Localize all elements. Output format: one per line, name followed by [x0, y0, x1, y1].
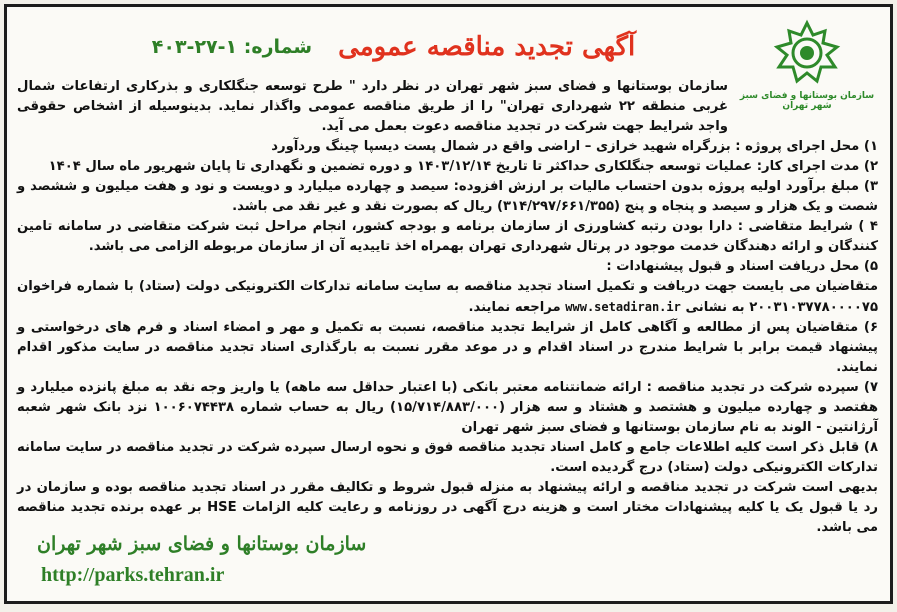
logo-caption: سازمان بوستانها و فضای سبز شهر تهران	[739, 91, 875, 111]
item-text: دارا بودن رتبه کشاورزی از سازمان برنامه و بودجه کشور، انجام مراحل ثبت شرکت متقاضی در سامانه تامین کنندگان و ارائه دهندگان خدمت موجود در پرتال شهرداری تهران بهمراه اخذ تاییدیه آن از سازمان مربوطه الزامی می باشد.	[17, 219, 878, 254]
item-text: عملیات توسعه جنگلکاری حداکثر تا تاریخ ۱۴۰۳/۱۲/۱۴ و دوره تضمین و نگهداری تا پایان شهریور ماه سال ۱۴۰۴	[48, 159, 753, 174]
item-location	[17, 137, 878, 157]
intro-paragraph: سازمان بوستانها و فضای سبز شهر تهران در نظر دارد " طرح توسعه جنگلکاری و بذرکاری ارتفاعات شمال غربی منطقه ۲۲ شهرداری تهران" را از طریق مناقصه عمومی واگذار نماید. بدینوسیله از اشخاص حقوقی واجد شرایط جهت شرکت در تجدید مناقصه دعوت بعمل می آید.	[17, 79, 729, 134]
item-text: بزرگراه شهید خرازی – اراضی واقع در شمال پست دیسپا چینگ وردآورد	[271, 139, 731, 154]
notice-body	[17, 77, 878, 538]
item-heading: ۴ ) شرایط متقاضی :	[737, 219, 878, 234]
item-estimate	[17, 177, 878, 217]
header	[67, 25, 720, 69]
item-info	[17, 438, 878, 478]
closing-paragraph	[17, 478, 878, 538]
item-heading: ۱) محل اجرای پروژه :	[735, 139, 878, 154]
item-tail: مراجعه نمایند.	[468, 300, 561, 315]
tender-notice	[4, 4, 893, 604]
page-title: آگهی تجدید مناقصه عمومی	[338, 32, 636, 62]
item-heading: ۳) مبلغ برآورد اولیه پروژه بدون احتساب مالیات بر ارزش افزوده:	[453, 179, 878, 194]
item-deposit	[17, 378, 878, 438]
item-text: ارائه ضمانتنامه معتبر بانکی (با اعتبار حداقل سه ماهه) یا واریز وجه نقد به مبلغ پانزده میلیارد و هفتصد و چهارده میلیون و هشتصد و هشتاد و سه هزار (۱۵/۷۱۴/۸۸۳/۰۰۰) ریال به حساب شماره ۱۰۰۶۰۷۴۴۳۸ نزد بانک شهر شعبه آرژانتین - الوند به نام سازمان بوستانها و فضای سبز شهر تهران	[17, 380, 878, 435]
setad-link[interactable]: www.setadiran.ir	[565, 300, 681, 314]
item-documents-heading	[17, 257, 878, 277]
item-text: متقاضیان می بایست جهت دریافت و تکمیل اسناد تجدید مناقصه به سایت سامانه تدارکات الکترونیکی دولت (ستاد) با شماره فراخوان ۲۰۰۳۱۰۳۷۷۸۰۰۰۰۷۵ به نشانی	[17, 279, 878, 315]
website-link[interactable]: http://parks.tehran.ir	[41, 564, 225, 586]
item-text: بدیهی است شرکت در تجدید مناقصه و ارائه پیشنهاد به منزله قبول شروط و تکالیف مقرر در اسناد تجدید مناقصه بوده و سازمان در رد یا قبول یک یا کلیه پیشنهادات مختار است و هزینه درج آگهی در روزنامه و رعایت کلیه الزامات HSE بر عهده برنده تجدید مناقصه می باشد.	[17, 480, 878, 535]
item-text: سیصد و چهارده میلیارد و دویست و نود و هفت میلیون و ششصد و شصت و یک هزار و سیصد و پنجاه و پنج (۳۱۴/۲۹۷/۶۶۱/۳۵۵) ریال که بصورت نقد و غیر نقد می باشد.	[17, 179, 878, 214]
item-heading: ۲) مدت اجرای کار:	[756, 159, 878, 174]
tender-number: شماره: ۱-۲۷-۴۰۳	[151, 36, 313, 58]
item-duration	[17, 157, 878, 177]
item-documents	[17, 277, 878, 318]
item-text: ۶) متقاضیان پس از مطالعه و آگاهی کامل از شرایط تجدید مناقصه، نسبت به تکمیل و مهر و امضاء اسناد و فرم های درخواستی و پیشنهاد قیمت برابر با شرایط مندرج در اسناد اقدام و در موعد مقرر نسبت به بارگذاری اسناد تجدید مناقصه در سایت مذکور اقدام نمایند.	[17, 320, 878, 375]
signature: سازمان بوستانها و فضای سبز شهر تهران	[37, 533, 367, 555]
item-submission	[17, 318, 878, 378]
item-heading: ۵) محل دریافت اسناد و قبول پیشنهادات :	[606, 259, 878, 274]
item-conditions	[17, 217, 878, 257]
item-text: ۸) قابل ذکر است کلیه اطلاعات جامع و کامل اسناد تجدید مناقصه فوق و نحوه ارسال سپرده شرکت در تجدید مناقصه در سایت سامانه تدارکات الکترونیکی دولت (ستاد) درج گردیده است.	[17, 440, 878, 475]
item-heading: ۷) سپرده شرکت در تجدید مناقصه :	[646, 380, 878, 395]
